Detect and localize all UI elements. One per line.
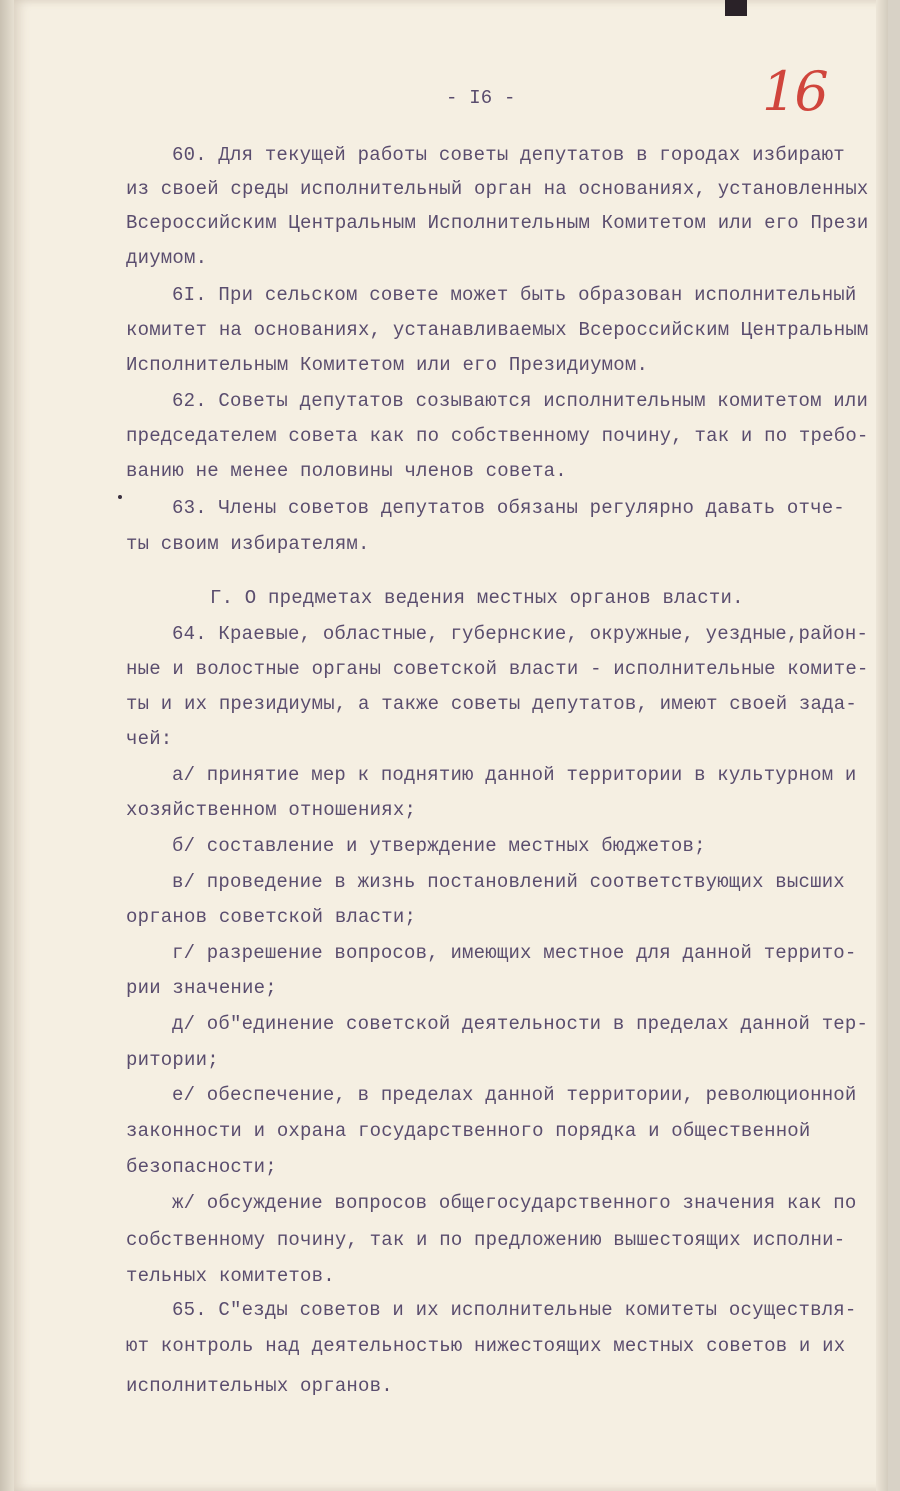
paragraph-63-line-1: 63. Члены советов депутатов обязаны регулярно давать отче- bbox=[172, 497, 845, 519]
paragraph-64-line-4: чей: bbox=[126, 728, 173, 750]
paragraph-63-line-2: ты своим избирателям. bbox=[126, 533, 370, 555]
item-a-line-2: хозяйственном отношениях; bbox=[126, 799, 417, 821]
paragraph-65-line-1: 65. С"езды советов и их исполнительные комитеты осуществля- bbox=[172, 1299, 857, 1321]
ink-dot bbox=[118, 495, 122, 499]
item-e-line-2: законности и охрана государственного порядка и общественной bbox=[126, 1120, 811, 1142]
handwritten-folio-number: 16 bbox=[762, 60, 827, 123]
item-d-line-2: ритории; bbox=[126, 1049, 219, 1071]
paragraph-61-line-3: Исполнительным Комитетом или его Президиумом. bbox=[126, 354, 649, 376]
paragraph-62-line-2: председателем совета как по собственному почину, так и по требо- bbox=[126, 425, 869, 447]
paragraph-64-line-1: 64. Краевые, областные, губернские, окружные, уездные,район- bbox=[172, 623, 869, 645]
paragraph-61-line-1: 6I. При сельском совете может быть образован исполнительный bbox=[172, 284, 857, 306]
paragraph-64-line-3: ты и их президиумы, а также советы депутатов, имеют своей зада- bbox=[126, 693, 857, 715]
paragraph-60-line-1: 60. Для текущей работы советы депутатов в городах избирают bbox=[172, 144, 845, 166]
section-heading: Г. О предметах ведения местных органов власти. bbox=[210, 587, 744, 609]
item-e-line-3: безопасности; bbox=[126, 1156, 277, 1178]
item-zh-line-2: собственному почину, так и по предложению вышестоящих исполни- bbox=[126, 1229, 846, 1251]
binding-edge bbox=[0, 0, 14, 1491]
paragraph-60-line-4: диумом. bbox=[126, 247, 208, 269]
paragraph-65-line-2: ют контроль над деятельностью нижестоящих местных советов и их bbox=[126, 1335, 846, 1357]
page-number: - I6 - bbox=[446, 87, 516, 109]
item-g-line-1: г/ разрешение вопросов, имеющих местное для данной террито- bbox=[172, 942, 857, 964]
binding-clip-mark bbox=[725, 0, 747, 16]
paragraph-60-line-3: Всероссийским Центральным Исполнительным Комитетом или его Прези bbox=[126, 212, 869, 234]
paragraph-61-line-2: комитет на основаниях, устанавливаемых Всероссийским Центральным bbox=[126, 319, 869, 341]
item-a-line-1: а/ принятие мер к поднятию данной территории в культурном и bbox=[172, 764, 857, 786]
item-v-line-1: в/ проведение в жизнь постановлений соответствующих высших bbox=[172, 871, 845, 893]
paragraph-65-line-3: исполнительных органов. bbox=[126, 1375, 393, 1397]
item-g-line-2: рии значение; bbox=[126, 977, 277, 999]
paragraph-60-line-2: из своей среды исполнительный орган на основаниях, установленных bbox=[126, 178, 869, 200]
item-b-line-1: б/ составление и утверждение местных бюджетов; bbox=[172, 835, 706, 857]
item-zh-line-1: ж/ обсуждение вопросов общегосударственного значения как по bbox=[172, 1192, 857, 1214]
page-edge bbox=[876, 0, 888, 1491]
paragraph-62-line-3: ванию не менее половины членов совета. bbox=[126, 460, 567, 482]
item-zh-line-3: тельных комитетов. bbox=[126, 1265, 335, 1287]
paragraph-64-line-2: ные и волостные органы советской власти - исполнительные комите- bbox=[126, 658, 869, 680]
item-e-line-1: е/ обеспечение, в пределах данной территории, революционной bbox=[172, 1084, 857, 1106]
item-v-line-2: органов советской власти; bbox=[126, 906, 417, 928]
paragraph-62-line-1: 62. Советы депутатов созываются исполнительным комитетом или bbox=[172, 390, 869, 412]
item-d-line-1: д/ об"единение советской деятельности в пределах данной тер- bbox=[172, 1013, 869, 1035]
